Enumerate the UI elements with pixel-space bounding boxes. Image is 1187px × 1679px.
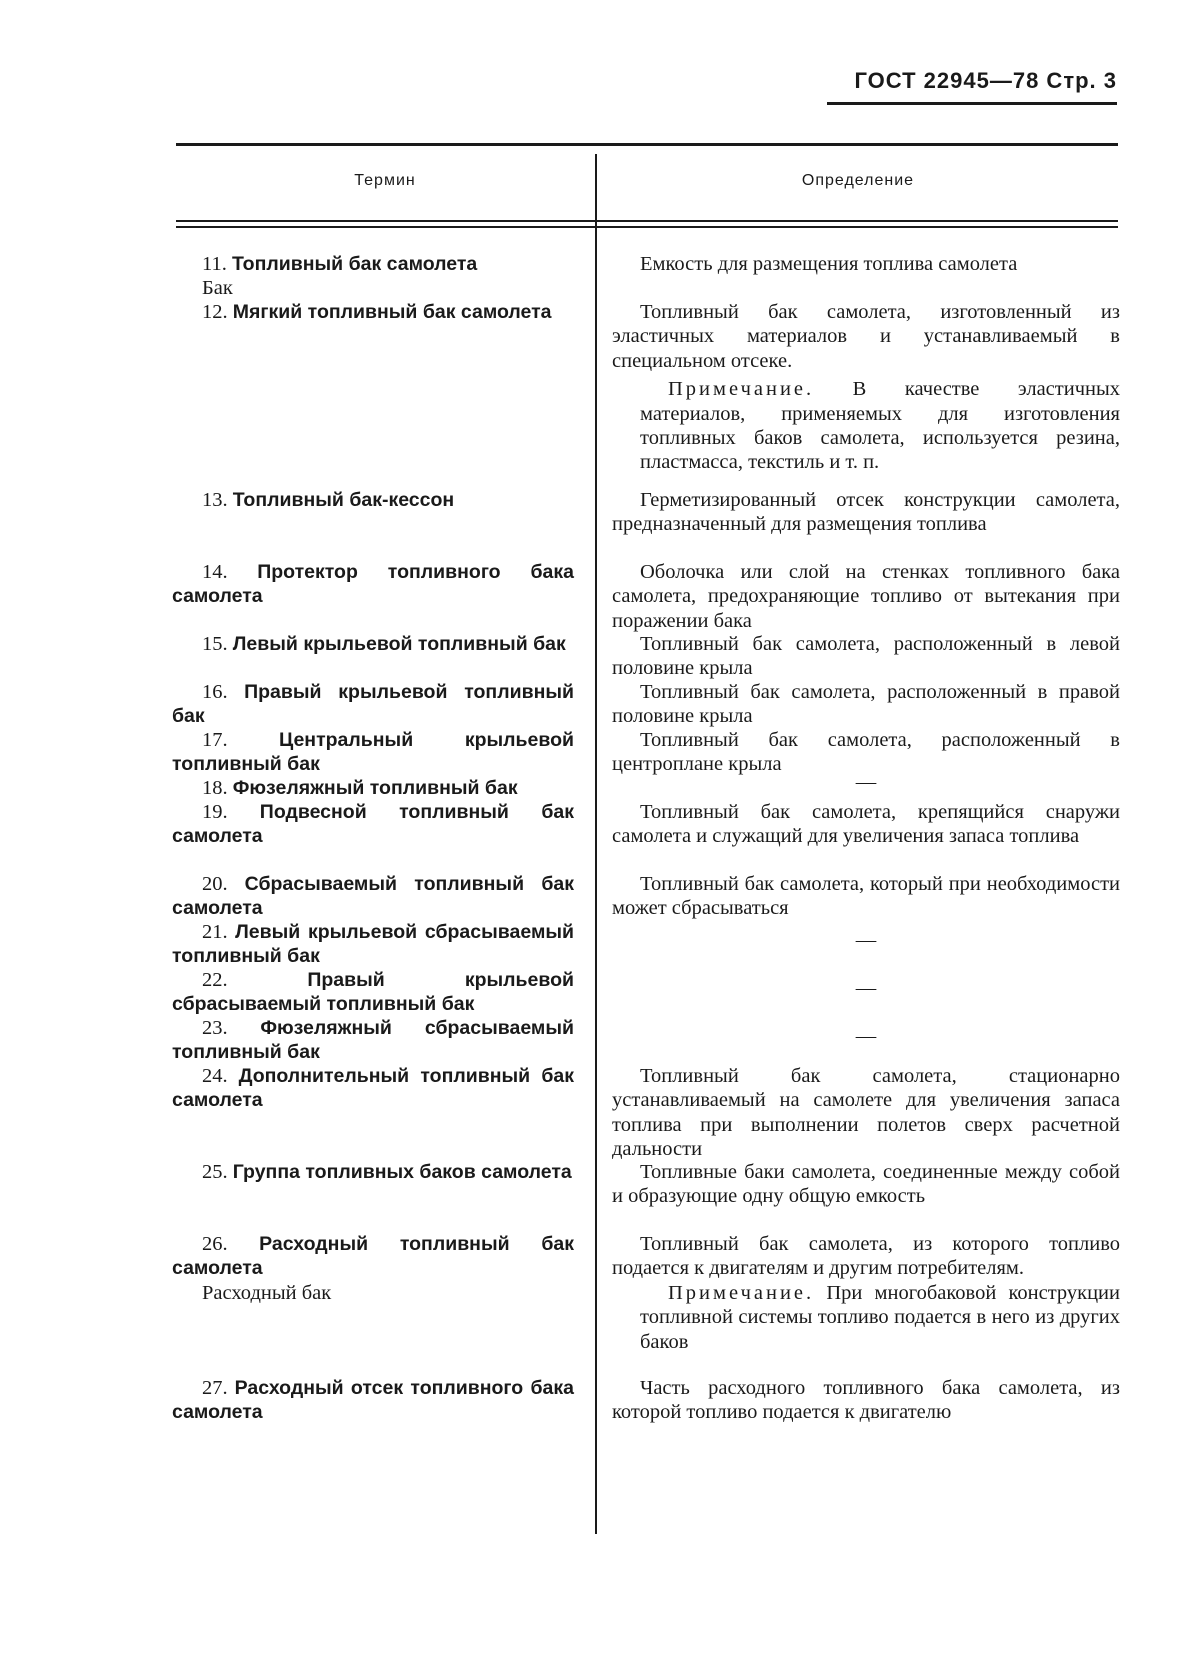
header-double-rule-bottom [176,226,1118,228]
definition-12: Топливный бак самолета, изготовленный из эластичных материалов и устанавливаемый в специальном отсеке. Примечание. В качестве эластичных материалов, применяемых для изготовления топливных баков самолета, используется резина, пластмасса, текстиль и т. п. [612,301,1120,474]
definition-17: Топливный бак самолета, расположенный в центроплане крыла [612,729,1120,776]
definition-19: Топливный бак самолета, крепящийся снаружи самолета и служащий для увеличения запаса топлива [612,801,1120,848]
definition-26: Топливный бак самолета, из которого топливо подается к двигателям и другим потребителям. Примечание. При многобаковой конструкции топливной системы топливо подается в него из других баков [612,1233,1121,1353]
definition-12-note: Примечание. В качестве эластичных материалов, применяемых для изготовления топливных баков самолета, используется резина, пластмасса, текстиль и т. п. [640,378,1120,474]
term-14: 14. Протектор топливного бака самолета [172,561,575,608]
term-27: 27. Расходный отсек топливного бака самолета [172,1377,575,1424]
term-16: 16. Правый крыльевой топливный бак [172,681,574,728]
page-header: ГОСТ 22945—78 Стр. 3 [827,68,1117,105]
column-header-definition: Определение [801,172,915,189]
term-17: 17. Центральный крыльевой топливный бак [172,729,575,776]
column-header-term: Термин [354,172,416,189]
definition-22: — [855,977,877,999]
definition-23: — [855,1025,877,1047]
definition-26-note: Примечание. При многобаковой конструкции топливной системы топливо подается в него из других баков [640,1281,1121,1353]
term-13: 13. Топливный бак-кессон [202,489,455,511]
definition-21: — [855,929,877,951]
definition-18: — [855,771,877,793]
definition-13: Герметизированный отсек конструкции самолета, предназначенный для размещения топлива [612,489,1120,536]
term-12: 12. Мягкий топливный бак самолета [202,301,552,323]
definition-27: Часть расходного топливного бака самолета, из которой топливо подается к двигателю [612,1377,1120,1424]
term-15: 15. Левый крыльевой топливный бак [202,633,566,655]
definition-11: Емкость для размещения топлива самолета [640,253,1018,275]
column-divider [595,154,597,1534]
term-24: 24. Дополнительный топливный бак самолета [172,1065,575,1112]
term-26-synonym: Расходный бак [202,1281,332,1304]
term-26: 26. Расходный топливный бак самолета Расходный бак [172,1233,575,1304]
table-top-rule [176,143,1118,146]
term-11-synonym: Бак [202,277,233,300]
definition-15: Топливный бак самолета, расположенный в левой половине крыла [612,633,1120,680]
term-25: 25. Группа топливных баков самолета [202,1161,572,1183]
term-23: 23. Фюзеляжный сбрасываемый топливный бак [172,1017,574,1064]
definition-25: Топливные баки самолета, соединенные между собой и образующие одну общую емкость [612,1161,1120,1208]
term-19: 19. Подвесной топливный бак самолета [172,801,575,848]
term-18: 18. Фюзеляжный топливный бак [202,777,518,799]
header-double-rule-top [176,220,1118,222]
definition-20: Топливный бак самолета, который при необходимости может сбрасываться [612,873,1120,920]
term-22: 22. Правый крыльевой сбрасываемый топливный бак [172,969,574,1016]
definition-16: Топливный бак самолета, расположенный в правой половине крыла [612,681,1120,728]
term-20: 20. Сбрасываемый топливный бак самолета [172,873,575,920]
definition-14: Оболочка или слой на стенках топливного бака самолета, предохраняющие топливо от вытекания при поражении бака [612,561,1120,632]
definition-24: Топливный бак самолета, стационарно устанавливаемый на самолете для увеличения запаса топлива при выполнении полетов сверх расчетной дальности [612,1065,1120,1161]
term-21: 21. Левый крыльевой сбрасываемый топливный бак [172,921,575,968]
term-11: 11. Топливный бак самолета Бак [172,252,574,301]
